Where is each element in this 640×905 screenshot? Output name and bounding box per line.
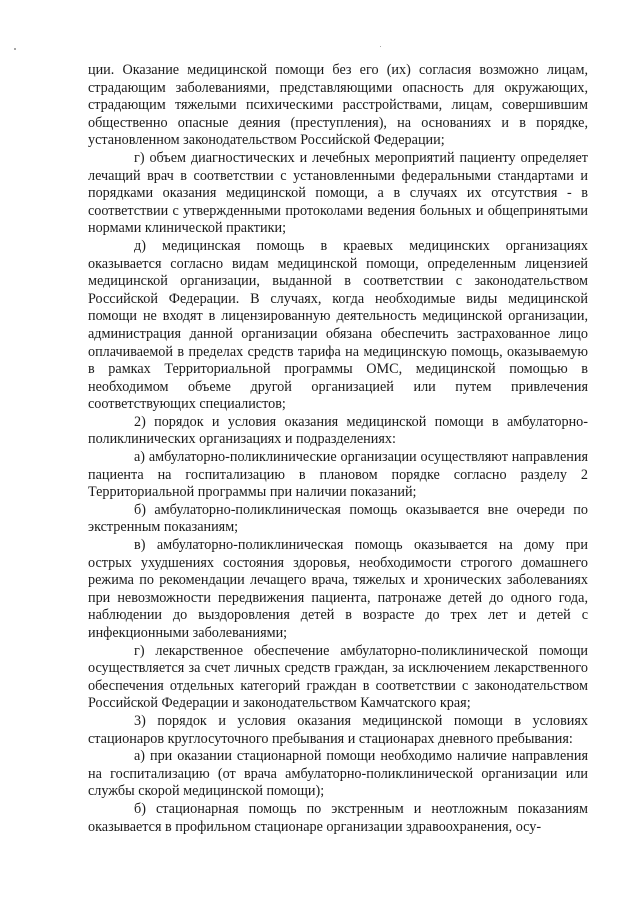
paragraph-6: б) амбулаторно-поликлиническая помощь оказывается вне очереди по экстренным показаниям; [88,501,588,536]
paragraph-9: 3) порядок и условия оказания медицинской помощи в условиях стационаров круглосуточного пребывания и стационарах дневного пребывания: [88,712,588,747]
scan-speck [380,46,381,47]
paragraph-11: б) стационарная помощь по экстренным и неотложным показаниям оказывается в профильном стационаре организации здравоохранения, осу- [88,800,588,835]
paragraph-5: а) амбулаторно-поликлинические организации осуществляют направления пациента на госпитализацию в плановом порядке согласно разделу 2 Территориальной программы при наличии показаний; [88,449,588,501]
paragraph-8: г) лекарственное обеспечение амбулаторно-поликлинической помощи осуществляется за счет личных средств граждан, за исключением лекарственного обеспечения отдельных категорий граждан в соответствии с законодательством Российской Федерации и законодательством Камчатского края; [88,642,588,712]
paragraph-7: в) амбулаторно-поликлиническая помощь оказывается на дому при острых ухудшениях состояния здоровья, необходимости строгого домашнего режима по рекомендации лечащего врача, тяжелых и хронических заболеваниях при невозможности передвижения пациента, патронаже детей до одного года, наблюдении до выздоровления детей в возрасте до трех лет и детей с инфекционными заболеваниями; [88,537,588,641]
document-body [88,62,588,836]
scan-speck [14,48,16,50]
paragraph-1: ции. Оказание медицинской помощи без его (их) согласия возможно лицам, страдающим заболеваниями, представляющими опасность для окружающих, страдающим тяжелыми психическими расстройствами, лицам, совершившим общественно опасные деяния (преступления), на основаниях и в порядке, установленном законодательством Российской Федерации; [88,62,588,149]
paragraph-2: г) объем диагностических и лечебных мероприятий пациенту определяет лечащий врач в соответствии с установленными федеральными стандартами и порядками оказания медицинской помощи, а в случаях их отсутствия - в соответствии с утвержденными протоколами ведения больных и общепринятыми нормами клинической практики; [88,149,588,237]
paragraph-4: 2) порядок и условия оказания медицинской помощи в амбулаторно-поликлинических организациях и подразделениях: [88,413,588,448]
paragraph-10: а) при оказании стационарной помощи необходимо наличие направления на госпитализацию (от врача амбулаторно-поликлинической организации или службы скорой медицинской помощи); [88,748,588,800]
paragraph-3: д) медицинская помощь в краевых медицинских организациях оказывается согласно видам медицинской помощи, определенным лицензией медицинской организации, выданной в соответствии с законодательством Российской Федерации. В случаях, когда необходимые виды медицинской помощи не входят в лицензированную деятельность медицинской организации, администрация данной организации обязана обеспечить застрахованное лицо оплачиваемой в пределах средств тарифа на медицинскую помощь, оказываемую в рамках Территориальной программы ОМС, медицинской помощью в необходимом объеме другой организацией или путем привлечения соответствующих специалистов; [88,237,588,413]
